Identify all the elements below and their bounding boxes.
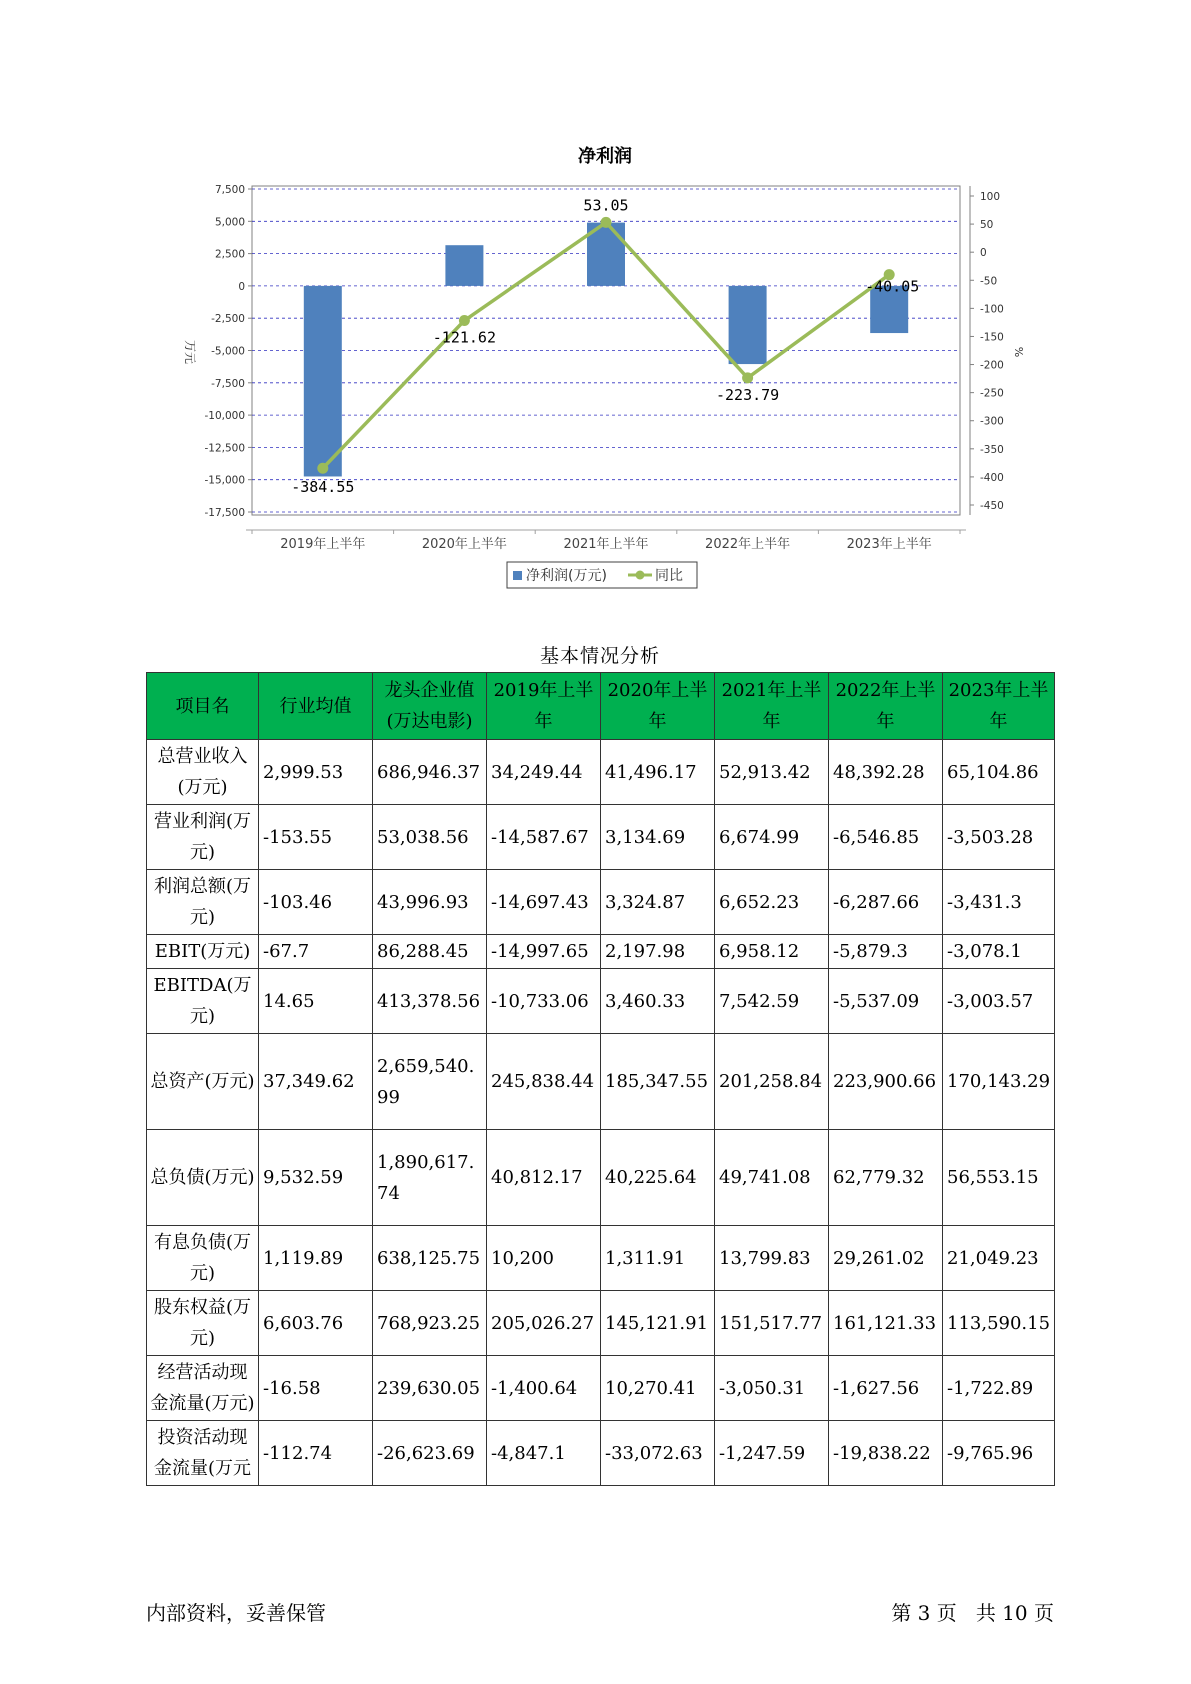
y2-tick-label: -100 (980, 303, 1004, 316)
table-cell: 1,890,617.74 (373, 1130, 487, 1226)
row-label: 利润总额(万元) (147, 870, 259, 935)
table-cell: 2,659,540.99 (373, 1034, 487, 1130)
row-label: 总资产(万元) (147, 1034, 259, 1130)
table-cell: 14.65 (259, 969, 373, 1034)
table-cell: 413,378.56 (373, 969, 487, 1034)
legend-line-marker (636, 571, 645, 580)
x-tick-label: 2022年上半年 (705, 537, 791, 552)
table-cell: -1,247.59 (715, 1421, 829, 1486)
table-header-cell: 2020年上半年 (601, 673, 715, 740)
chart-title: 净利润 (578, 146, 632, 167)
table-cell: 245,838.44 (487, 1034, 601, 1130)
footer-confidential: 内部资料，妥善保管 (146, 1601, 326, 1625)
x-tick-label: 2023年上半年 (846, 537, 932, 552)
yoy-point (742, 372, 753, 383)
table-cell: -19,838.22 (829, 1421, 943, 1486)
table-cell: -33,072.63 (601, 1421, 715, 1486)
data-label: -40.05 (865, 277, 920, 296)
table-cell: -1,400.64 (487, 1356, 601, 1421)
table-cell: 29,261.02 (829, 1226, 943, 1291)
table-row (147, 1226, 1055, 1291)
table-cell: -103.46 (259, 870, 373, 935)
table-cell: -112.74 (259, 1421, 373, 1486)
y-tick-label: -17,500 (204, 507, 245, 519)
table-cell: 10,200 (487, 1226, 601, 1291)
table-cell: -3,431.3 (943, 870, 1055, 935)
table-cell: -9,765.96 (943, 1421, 1055, 1486)
table-cell: 2,197.98 (601, 935, 715, 969)
table-cell: -14,997.65 (487, 935, 601, 969)
table-cell: 86,288.45 (373, 935, 487, 969)
table-cell: 49,741.08 (715, 1130, 829, 1226)
table-cell: -153.55 (259, 805, 373, 870)
table-cell: 223,900.66 (829, 1034, 943, 1130)
table-cell: 37,349.62 (259, 1034, 373, 1130)
x-tick-label: 2020年上半年 (421, 537, 507, 552)
table-cell: 40,812.17 (487, 1130, 601, 1226)
table-cell: -67.7 (259, 935, 373, 969)
data-label: -384.55 (291, 478, 355, 497)
table-row (147, 1356, 1055, 1421)
table-cell: -1,722.89 (943, 1356, 1055, 1421)
table-cell: 53,038.56 (373, 805, 487, 870)
table-cell: 205,026.27 (487, 1291, 601, 1356)
table-row (147, 935, 1055, 969)
table-cell: -3,078.1 (943, 935, 1055, 969)
table-cell: -10,733.06 (487, 969, 601, 1034)
table-cell: 10,270.41 (601, 1356, 715, 1421)
table-cell: 6,652.23 (715, 870, 829, 935)
table-cell: -14,697.43 (487, 870, 601, 935)
data-label: -223.79 (715, 385, 780, 404)
table-cell: 40,225.64 (601, 1130, 715, 1226)
table-header-cell: 2022年上半年 (829, 673, 943, 740)
y2-tick-label: -200 (980, 359, 1004, 372)
legend-line-label: 同比 (655, 568, 683, 584)
table-cell: 2,999.53 (259, 740, 373, 805)
table-cell: -3,503.28 (943, 805, 1055, 870)
table-row (147, 740, 1055, 805)
y2-tick-label: -150 (980, 331, 1004, 344)
table-cell: -6,546.85 (829, 805, 943, 870)
table-cell: 145,121.91 (601, 1291, 715, 1356)
legend-bar-label: 净利润(万元) (526, 568, 607, 584)
y2-tick-label: 100 (980, 191, 1001, 203)
y-tick-label: 5,000 (214, 216, 245, 229)
y-tick-label: 7,500 (214, 184, 245, 196)
table-cell: 34,249.44 (487, 740, 601, 805)
row-label: 总负债(万元) (147, 1130, 259, 1226)
y-axis-label: 万元 (183, 339, 197, 365)
table-cell: 3,460.33 (601, 969, 715, 1034)
yoy-point (459, 315, 470, 326)
row-label: 营业利润(万元) (147, 805, 259, 870)
row-label: 经营活动现金流量(万元) (147, 1356, 259, 1421)
bar (445, 245, 483, 286)
y-tick-label: -12,500 (204, 442, 245, 455)
table-header-cell: 2019年上半年 (487, 673, 601, 740)
y2-tick-label: -250 (980, 387, 1004, 400)
data-label: -121.62 (432, 328, 497, 347)
table-cell: 686,946.37 (373, 740, 487, 805)
table-cell: 7,542.59 (715, 969, 829, 1034)
table-cell: 201,258.84 (715, 1034, 829, 1130)
y2-tick-label: -350 (980, 443, 1004, 456)
x-tick-label: 2019年上半年 (280, 537, 366, 552)
table-cell: 48,392.28 (829, 740, 943, 805)
table-cell: 113,590.15 (943, 1291, 1055, 1356)
data-label: 53.05 (583, 196, 629, 215)
table-cell: 21,049.23 (943, 1226, 1055, 1291)
row-label: EBIT(万元) (147, 935, 259, 969)
y2-tick-label: 0 (980, 247, 987, 260)
table-cell: 185,347.55 (601, 1034, 715, 1130)
table-caption: 基本情况分析 (539, 645, 660, 667)
table-cell: 9,532.59 (259, 1130, 373, 1226)
y-tick-label: 2,500 (214, 248, 245, 261)
table-cell: 170,143.29 (943, 1034, 1055, 1130)
y2-axis-label: % (1012, 346, 1025, 358)
net-profit-chart (0, 0, 1191, 600)
table-cell: -3,003.57 (943, 969, 1055, 1034)
table-cell: 56,553.15 (943, 1130, 1055, 1226)
table-cell: -6,287.66 (829, 870, 943, 935)
table-cell: 62,779.32 (829, 1130, 943, 1226)
table-cell: 52,913.42 (715, 740, 829, 805)
table-header-cell: 项目名 (147, 673, 259, 740)
table-cell: 638,125.75 (373, 1226, 487, 1291)
table-row (147, 1421, 1055, 1486)
table-cell: 41,496.17 (601, 740, 715, 805)
analysis-table (146, 672, 1055, 1486)
legend-bar-swatch (513, 571, 522, 580)
table-cell: -16.58 (259, 1356, 373, 1421)
table-cell: 6,603.76 (259, 1291, 373, 1356)
y-tick-label: 0 (238, 280, 245, 293)
table-row (147, 1291, 1055, 1356)
table-cell: 6,674.99 (715, 805, 829, 870)
y2-tick-label: -300 (980, 415, 1004, 428)
table-cell: -3,050.31 (715, 1356, 829, 1421)
table-cell: 239,630.05 (373, 1356, 487, 1421)
y-tick-label: -2,500 (211, 313, 245, 326)
table-cell: -5,879.3 (829, 935, 943, 969)
x-tick-label: 2021年上半年 (563, 537, 649, 552)
row-label: 股东权益(万元) (147, 1291, 259, 1356)
table-row (147, 969, 1055, 1034)
table-row (147, 805, 1055, 870)
y-tick-label: -5,000 (211, 345, 245, 358)
y2-tick-label: 50 (980, 219, 994, 232)
table-cell: 3,324.87 (601, 870, 715, 935)
y-tick-label: -10,000 (204, 410, 245, 423)
bar (729, 286, 767, 364)
table-header-cell: 2021年上半年 (715, 673, 829, 740)
yoy-point (317, 463, 328, 474)
y-tick-label: -15,000 (204, 474, 245, 487)
y2-tick-label: -50 (980, 275, 998, 288)
table-cell: -26,623.69 (373, 1421, 487, 1486)
table-cell: 65,104.86 (943, 740, 1055, 805)
table-cell: 768,923.25 (373, 1291, 487, 1356)
row-label: EBITDA(万元) (147, 969, 259, 1034)
row-label: 总营业收入(万元) (147, 740, 259, 805)
row-label: 有息负债(万元) (147, 1226, 259, 1291)
table-cell: 3,134.69 (601, 805, 715, 870)
table-cell: -1,627.56 (829, 1356, 943, 1421)
table-header-cell: 行业均值 (259, 673, 373, 740)
table-header-row (147, 673, 1055, 740)
table-row (147, 1034, 1055, 1130)
table-cell: 13,799.83 (715, 1226, 829, 1291)
footer-page-number: 第 3 页 共 10 页 (891, 1601, 1054, 1625)
y2-tick-label: -450 (980, 500, 1004, 512)
table-cell: -4,847.1 (487, 1421, 601, 1486)
table-cell: 1,119.89 (259, 1226, 373, 1291)
table-header-cell: 龙头企业值(万达电影) (373, 673, 487, 740)
table-cell: 161,121.33 (829, 1291, 943, 1356)
table-cell: 1,311.91 (601, 1226, 715, 1291)
table-cell: 6,958.12 (715, 935, 829, 969)
table-header-cell: 2023年上半年 (943, 673, 1055, 740)
y2-tick-label: -400 (980, 471, 1004, 484)
table-row (147, 1130, 1055, 1226)
table-cell: -14,587.67 (487, 805, 601, 870)
yoy-point (601, 217, 612, 228)
table-cell: -5,537.09 (829, 969, 943, 1034)
row-label: 投资活动现金流量(万元 (147, 1421, 259, 1486)
bar (304, 286, 342, 477)
table-cell: 151,517.77 (715, 1291, 829, 1356)
y-tick-label: -7,500 (211, 377, 245, 390)
table-row (147, 870, 1055, 935)
table-cell: 43,996.93 (373, 870, 487, 935)
